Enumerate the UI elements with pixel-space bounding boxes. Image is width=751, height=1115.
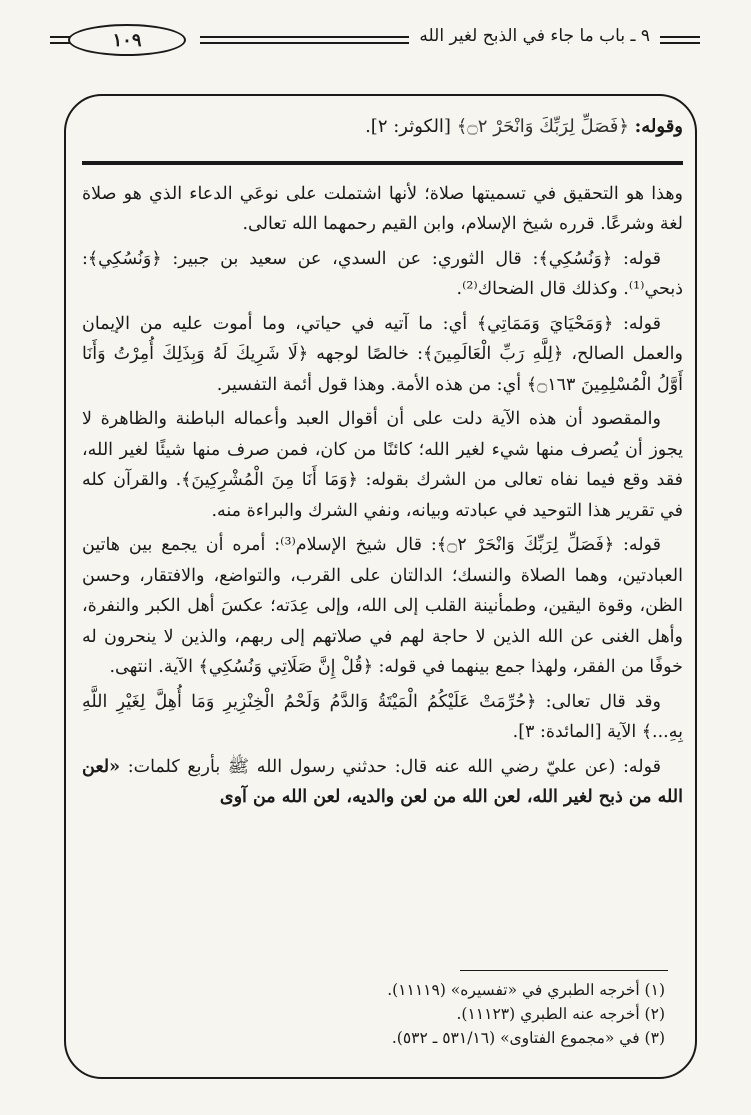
- paragraph: والمقصود أن هذه الآية دلت على أن أقوال العبد وأعماله الباطنة والظاهرة لا يجوز أن يُصرف منها شيء لغير الله؛ كائنًا من كان، فمن صرف منها شيئًا لغير الله، فقد وقع فيما نفاه تعالى من الشرك بقوله: ﴿وَمَا أَنَا مِنَ الْمُشْرِكِينَ﴾. والقرآن كله في تقرير هذا التوحيد في عبادته وبيانه، ونفي الشرك والبراءة منه.: [82, 409, 683, 521]
- page-content: [82, 112, 683, 813]
- header-rule: [50, 36, 70, 38]
- footnote: (٢) أخرجه عنه الطبري (١١١٢٣).: [456, 1005, 665, 1023]
- page-header: [50, 22, 700, 58]
- header-rule: [50, 42, 70, 44]
- footnotes: [105, 978, 665, 1050]
- footnote-rule: [460, 970, 668, 971]
- page-number: ١٠٩: [68, 24, 186, 56]
- footnote: (١) أخرجه الطبري في «تفسيره» (١١١١٩).: [387, 981, 665, 999]
- hadith-intro: قوله: (عن عليّ رضي الله عنه قال: حدثني رسول الله ﷺ بأربع كلمات:: [127, 756, 661, 777]
- hadith-text: «لعن الله من ذبح لغير الله، لعن الله من لعن والديه، لعن الله من آوى: [82, 756, 683, 807]
- section-divider: [82, 161, 683, 165]
- verse-heading: [82, 112, 683, 143]
- paragraph: قوله: ﴿فَصَلِّ لِرَبِّكَ وَانْحَرْ ۝٢﴾: قال شيخ الإسلام⁽³⁾: أمره أن يجمع بين هاتين العبادتين، وهما الصلاة والنسك؛ الدالتان على القرب، والتواضع، والافتقار، وحسن الظن، وقوة اليقين، وطمأنينة القلب إلى الله، وإلى عِدَته؛ عكسَ أهل الكبر والنفرة، وأهل الغنى عن الله الذين لا حاجة لهم في صلاتهم إلى ربهم، والذين لا ينحرون له خوفًا من الفقر، ولهذا جمع بينهما في قوله: ﴿قُلْ إِنَّ صَلَاتِي وَنُسُكِي﴾ الآية. انتهى.: [82, 535, 683, 677]
- paragraph: قوله: ﴿وَنُسُكِي﴾: قال الثوري: عن السدي، عن سعيد بن جبير: ﴿وَنُسُكِي﴾: ذبحي⁽¹⁾. وكذلك قال الضحاك⁽²⁾.: [82, 248, 683, 299]
- paragraph: وهذا هو التحقيق في تسميتها صلاة؛ لأنها اشتملت على نوعَي الدعاء الذي هو صلاة لغة وشرعًا. قرره شيخ الإسلام، وابن القيم رحمهما الله تعالى.: [82, 183, 683, 234]
- hadith-paragraph: [82, 752, 683, 813]
- footnote: (٣) في «مجموع الفتاوى» (٥٣١/١٦ ـ ٥٣٢).: [391, 1029, 665, 1047]
- verse-label: وقوله:: [634, 116, 683, 137]
- verse-text: ﴿فَصَلِّ لِرَبِّكَ وَانْحَرْ ۝٢﴾: [456, 116, 629, 137]
- paragraph: قوله: ﴿وَمَحْيَايَ وَمَمَاتِي﴾ أي: ما آتيه في حياتي، وما أموت عليه من الإيمان والعمل الصالح، ﴿لِلَّهِ رَبِّ الْعَالَمِينَ﴾: خالصًا لوجهه ﴿لَا شَرِيكَ لَهُ وَبِذَلِكَ أُمِرْتُ وَأَنَا أَوَّلُ الْمُسْلِمِينَ ۝١٦٣﴾ أي: من هذه الأمة. وهذا قول أئمة التفسير.: [82, 313, 683, 395]
- verse-reference: [الكوثر: ٢].: [365, 116, 451, 137]
- paragraph: وقد قال تعالى: ﴿حُرِّمَتْ عَلَيْكُمُ الْمَيْتَةُ وَالدَّمُ وَلَحْمُ الْخِنْزِيرِ وَمَا أُهِلَّ لِغَيْرِ اللَّهِ بِهِ...﴾ الآية [المائدة: ٣].: [82, 691, 683, 742]
- chapter-title: ٩ ـ باب ما جاء في الذبح لغير الله: [409, 26, 660, 46]
